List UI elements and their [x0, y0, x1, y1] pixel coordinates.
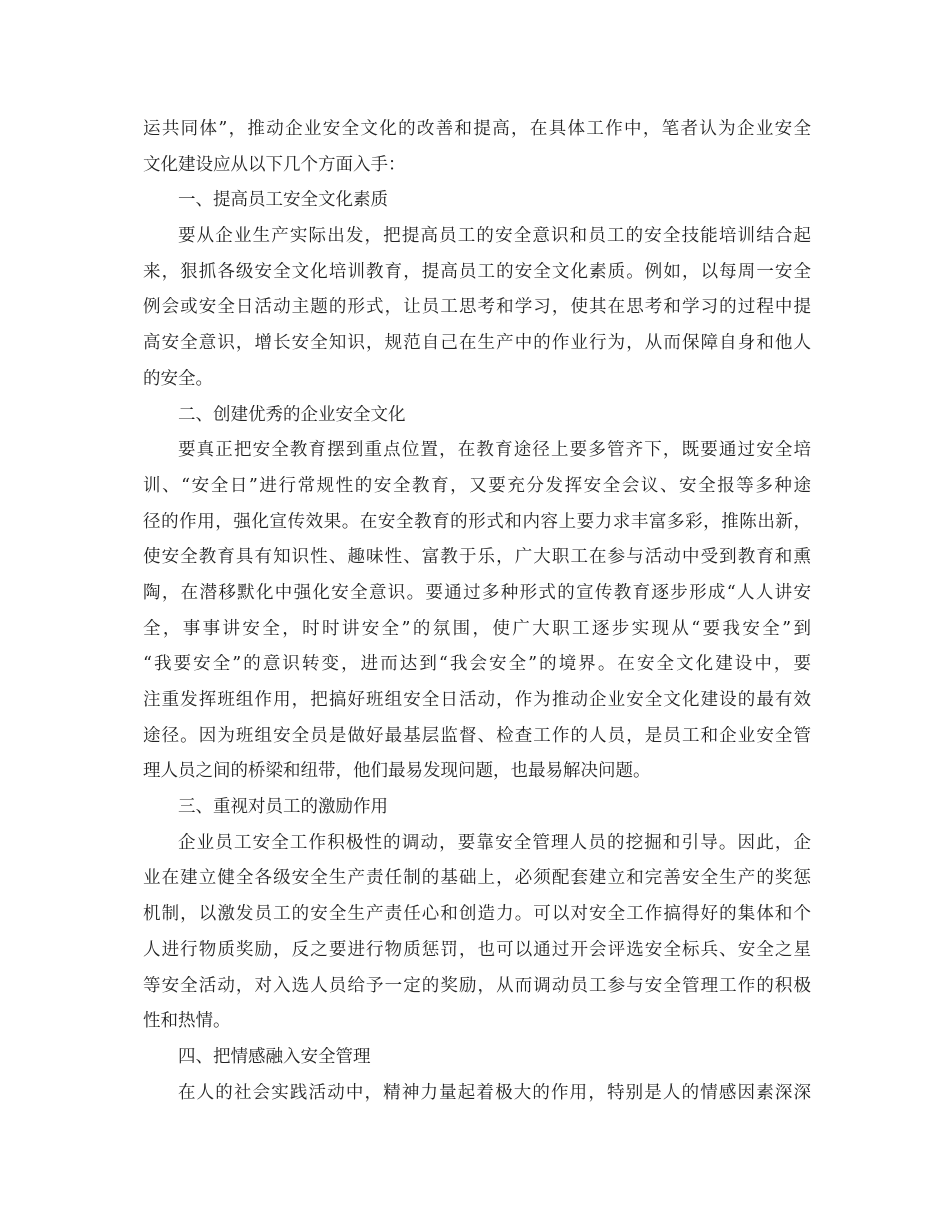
- paragraph-line: 高安全意识，增长安全知识，规范自己在生产中的作业行为，从而保障自身和他人: [143, 333, 811, 354]
- paragraph-line: 训、“安全日”进行常规性的安全教育，又要充分发挥安全会议、安全报等多种途: [143, 475, 811, 496]
- paragraph-line: 运共同体”，推动企业安全文化的改善和提高，在具体工作中，笔者认为企业安全: [143, 119, 811, 139]
- section-heading: 四、把情感融入安全管理: [178, 1046, 371, 1067]
- paragraph-line: 注重发挥班组作用，把搞好班组安全日活动，作为推动企业安全文化建设的最有效: [143, 690, 811, 710]
- paragraph-line: 陶，在潜移默化中强化安全意识。要通过多种形式的宣传教育逐步形成“人人讲安: [143, 582, 811, 603]
- paragraph-line: 在人的社会实践活动中，精神力量起着极大的作用，特别是人的情感因素深深: [178, 1082, 811, 1103]
- paragraph-line: 理人员之间的桥梁和纽带，他们最易发现问题，也最易解决问题。: [143, 761, 651, 782]
- paragraph-line: 人进行物质奖励，反之要进行物质惩罚，也可以通过开会评选安全标兵、安全之星: [143, 939, 811, 960]
- paragraph-line: 机制，以激发员工的安全生产责任心和创造力。可以对安全工作搞得好的集体和个: [143, 904, 811, 925]
- section-heading: 二、创建优秀的企业安全文化: [178, 404, 406, 425]
- paragraph-line: 性和热情。: [143, 1011, 231, 1032]
- paragraph-line: 全，事事讲安全，时时讲安全”的氛围，使广大职工逐步实现从“要我安全”到: [143, 618, 811, 639]
- paragraph-line: 要真正把安全教育摆到重点位置，在教育途径上要多管齐下，既要通过安全培: [178, 440, 811, 461]
- paragraph-line: 文化建设应从以下几个方面入手：: [143, 154, 406, 175]
- paragraph-line: 来，狠抓各级安全文化培训教育，提高员工的安全文化素质。例如，以每周一安全: [143, 261, 811, 282]
- paragraph-line: 等安全活动，对入选人员给予一定的奖励，从而调动员工参与安全管理工作的积极: [143, 975, 811, 996]
- paragraph-line: 业在建立健全各级安全生产责任制的基础上，必须配套建立和完善安全生产的奖惩: [143, 868, 811, 889]
- paragraph-line: 企业员工安全工作积极性的调动，要靠安全管理人员的挖掘和引导。因此，企: [178, 832, 811, 853]
- section-heading: 三、重视对员工的激励作用: [178, 797, 388, 818]
- paragraph-line: 使安全教育具有知识性、趣味性、富教于乐，广大职工在参与活动中受到教育和熏: [143, 547, 811, 568]
- paragraph-line: 径的作用，强化宣传效果。在安全教育的形式和内容上要力求丰富多彩，推陈出新，: [143, 511, 811, 532]
- section-heading: 一、提高员工安全文化素质: [178, 190, 388, 211]
- paragraph-line: 要从企业生产实际出发，把提高员工的安全意识和员工的安全技能培训结合起: [178, 226, 811, 247]
- paragraph-line: 的安全。: [143, 368, 213, 389]
- paragraph-line: “我要安全”的意识转变，进而达到“我会安全”的境界。在安全文化建设中，要: [143, 654, 811, 675]
- document-body: [143, 112, 811, 1111]
- paragraph-line: 途径。因为班组安全员是做好最基层监督、检查工作的人员，是员工和企业安全管: [143, 725, 811, 746]
- paragraph-line: 例会或安全日活动主题的形式，让员工思考和学习，使其在思考和学习的过程中提: [143, 297, 811, 318]
